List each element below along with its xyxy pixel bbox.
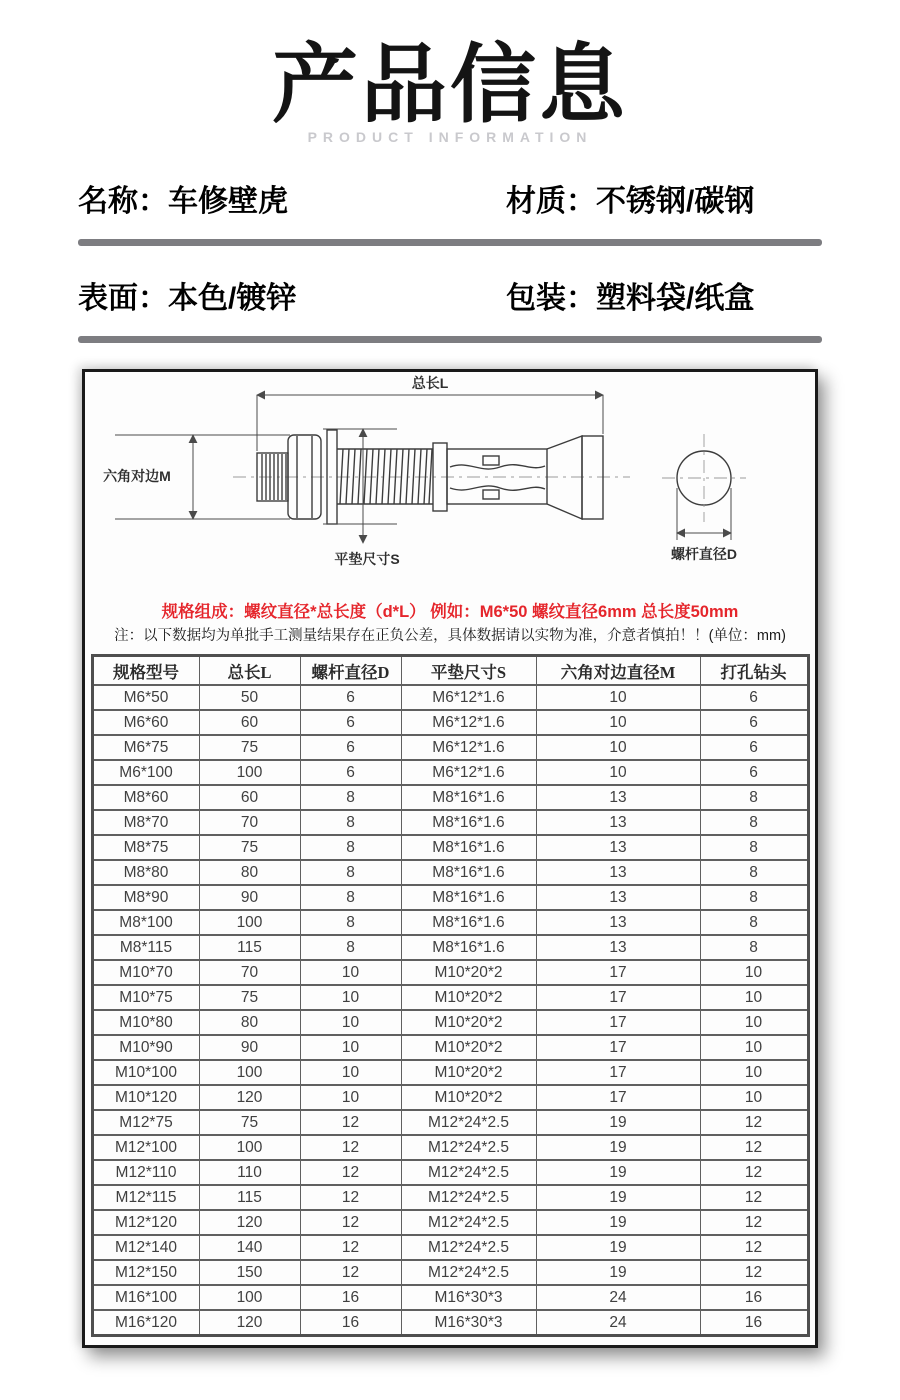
attr-label: 包装： xyxy=(506,282,596,315)
attr-row-2 xyxy=(0,273,900,317)
table-cell: M8*16*1.6 xyxy=(401,860,536,885)
table-cell: 8 xyxy=(700,910,808,935)
table-row xyxy=(92,710,808,735)
table-cell: 17 xyxy=(536,985,700,1010)
attr-material xyxy=(506,176,754,220)
expansion-clip-curves xyxy=(450,465,545,491)
table-cell: 100 xyxy=(199,760,300,785)
table-cell: 12 xyxy=(700,1260,808,1285)
table-cell: M16*120 xyxy=(92,1310,199,1336)
table-cell: 12 xyxy=(300,1185,401,1210)
table-cell: M12*150 xyxy=(92,1260,199,1285)
clip-slot-top xyxy=(483,456,499,465)
table-cell: M10*70 xyxy=(92,960,199,985)
table-cell: 16 xyxy=(300,1310,401,1336)
table-cell: 8 xyxy=(700,785,808,810)
table-cell: 8 xyxy=(700,810,808,835)
table-cell: 10 xyxy=(700,960,808,985)
table-cell: 17 xyxy=(536,1060,700,1085)
table-cell: M6*12*1.6 xyxy=(401,710,536,735)
table-cell: 12 xyxy=(700,1235,808,1260)
table-cell: 150 xyxy=(199,1260,300,1285)
table-cell: M8*80 xyxy=(92,860,199,885)
table-cell: M12*100 xyxy=(92,1135,199,1160)
table-cell: 8 xyxy=(700,860,808,885)
diagram-label-total-length: 总长L xyxy=(411,375,449,391)
attr-label: 材质： xyxy=(506,185,596,218)
table-cell: M12*24*2.5 xyxy=(401,1110,536,1135)
header-drill-bit: 打孔钻头 xyxy=(700,656,808,686)
table-cell: 100 xyxy=(199,1060,300,1085)
table-cell: 10 xyxy=(300,1085,401,1110)
diagram-label-screw-diameter: 螺杆直径D xyxy=(670,546,738,562)
spec-table-body xyxy=(92,685,808,1336)
table-row xyxy=(92,885,808,910)
table-cell: M16*30*3 xyxy=(401,1285,536,1310)
table-cell: 12 xyxy=(300,1260,401,1285)
table-cell: M8*16*1.6 xyxy=(401,910,536,935)
table-cell: 8 xyxy=(300,810,401,835)
table-cell: 6 xyxy=(300,760,401,785)
attr-name xyxy=(78,176,506,220)
table-cell: 19 xyxy=(536,1135,700,1160)
table-cell: M16*30*3 xyxy=(401,1310,536,1336)
table-cell: 12 xyxy=(700,1110,808,1135)
table-row xyxy=(92,760,808,785)
table-cell: 17 xyxy=(536,960,700,985)
table-cell: 12 xyxy=(700,1135,808,1160)
table-cell: 6 xyxy=(700,735,808,760)
table-cell: 140 xyxy=(199,1235,300,1260)
table-cell: M12*24*2.5 xyxy=(401,1135,536,1160)
table-cell: 80 xyxy=(199,860,300,885)
table-cell: 100 xyxy=(199,910,300,935)
table-cell: M8*75 xyxy=(92,835,199,860)
table-cell: M10*120 xyxy=(92,1085,199,1110)
header-spec-model: 规格型号 xyxy=(92,656,199,686)
table-cell: 10 xyxy=(300,1035,401,1060)
table-cell: 12 xyxy=(300,1110,401,1135)
table-cell: 100 xyxy=(199,1285,300,1310)
table-cell: M8*115 xyxy=(92,935,199,960)
attr-value: 车修壁虎 xyxy=(168,185,288,218)
attr-row-1 xyxy=(0,176,900,220)
stub-threads xyxy=(262,454,286,500)
table-cell: M12*140 xyxy=(92,1235,199,1260)
table-cell: 120 xyxy=(199,1310,300,1336)
table-cell: 12 xyxy=(700,1210,808,1235)
table-cell: 13 xyxy=(536,935,700,960)
table-row xyxy=(92,1110,808,1135)
table-cell: M6*12*1.6 xyxy=(401,760,536,785)
table-cell: M6*100 xyxy=(92,760,199,785)
table-cell: 70 xyxy=(199,960,300,985)
table-cell: 10 xyxy=(536,760,700,785)
attr-value: 不锈钢/碳钢 xyxy=(596,185,755,218)
table-row xyxy=(92,810,808,835)
table-cell: 10 xyxy=(536,735,700,760)
page-header xyxy=(0,37,900,145)
table-cell: 110 xyxy=(199,1160,300,1185)
table-cell: M16*100 xyxy=(92,1285,199,1310)
table-cell: 8 xyxy=(300,860,401,885)
table-cell: 50 xyxy=(199,685,300,710)
table-cell: 10 xyxy=(700,1085,808,1110)
table-cell: 10 xyxy=(700,985,808,1010)
table-cell: 60 xyxy=(199,785,300,810)
table-cell: 120 xyxy=(199,1210,300,1235)
table-cell: 6 xyxy=(700,710,808,735)
table-cell: 19 xyxy=(536,1185,700,1210)
table-cell: 8 xyxy=(700,885,808,910)
table-cell: 80 xyxy=(199,1010,300,1035)
shaft-threads xyxy=(340,449,432,504)
table-cell: 17 xyxy=(536,1085,700,1110)
table-row xyxy=(92,935,808,960)
table-row xyxy=(92,860,808,885)
table-cell: M10*20*2 xyxy=(401,1010,536,1035)
table-cell: 70 xyxy=(199,810,300,835)
table-cell: 12 xyxy=(300,1160,401,1185)
table-cell: M10*90 xyxy=(92,1035,199,1060)
table-cell: 24 xyxy=(536,1310,700,1336)
attr-value: 本色/镀锌 xyxy=(168,282,297,315)
table-cell: M6*50 xyxy=(92,685,199,710)
table-cell: 19 xyxy=(536,1210,700,1235)
table-cell: 6 xyxy=(700,685,808,710)
table-cell: 12 xyxy=(700,1160,808,1185)
table-cell: 75 xyxy=(199,735,300,760)
table-cell: M6*60 xyxy=(92,710,199,735)
attr-label: 表面： xyxy=(78,282,168,315)
table-cell: M12*115 xyxy=(92,1185,199,1210)
table-cell: 10 xyxy=(536,710,700,735)
table-header-row xyxy=(92,656,808,686)
table-row xyxy=(92,735,808,760)
table-row xyxy=(92,960,808,985)
table-cell: M6*75 xyxy=(92,735,199,760)
page-subtitle: PRODUCT INFORMATION xyxy=(307,129,593,145)
table-cell: 12 xyxy=(300,1210,401,1235)
table-cell: M10*80 xyxy=(92,1010,199,1035)
table-row xyxy=(92,1260,808,1285)
table-cell: 10 xyxy=(300,960,401,985)
table-cell: 19 xyxy=(536,1260,700,1285)
attr-packaging xyxy=(506,273,754,317)
table-cell: M8*70 xyxy=(92,810,199,835)
table-cell: 8 xyxy=(300,910,401,935)
table-cell: 12 xyxy=(300,1235,401,1260)
table-cell: M10*20*2 xyxy=(401,1035,536,1060)
table-cell: 13 xyxy=(536,910,700,935)
table-cell: M8*100 xyxy=(92,910,199,935)
table-row xyxy=(92,1060,808,1085)
table-cell: M12*110 xyxy=(92,1160,199,1185)
table-cell: M8*16*1.6 xyxy=(401,935,536,960)
anchor-bolt-diagram xyxy=(85,372,815,598)
table-row xyxy=(92,685,808,710)
product-spec-panel xyxy=(82,369,818,1348)
table-cell: M10*20*2 xyxy=(401,985,536,1010)
table-cell: M8*16*1.6 xyxy=(401,810,536,835)
header-hex-width: 六角对边直径M xyxy=(536,656,700,686)
table-cell: 90 xyxy=(199,1035,300,1060)
table-cell: M12*24*2.5 xyxy=(401,1235,536,1260)
table-cell: 13 xyxy=(536,810,700,835)
spec-table xyxy=(91,654,810,1337)
table-row xyxy=(92,1085,808,1110)
table-cell: M12*24*2.5 xyxy=(401,1185,536,1210)
table-cell: 10 xyxy=(700,1035,808,1060)
header-washer-size: 平垫尺寸S xyxy=(401,656,536,686)
table-cell: M10*20*2 xyxy=(401,1060,536,1085)
table-cell: 10 xyxy=(300,1060,401,1085)
table-cell: M10*20*2 xyxy=(401,1085,536,1110)
table-cell: 8 xyxy=(700,935,808,960)
table-cell: 13 xyxy=(536,885,700,910)
table-row xyxy=(92,835,808,860)
table-row xyxy=(92,910,808,935)
divider-line xyxy=(78,336,822,343)
table-cell: 17 xyxy=(536,1035,700,1060)
table-cell: 13 xyxy=(536,785,700,810)
table-cell: 10 xyxy=(300,985,401,1010)
table-cell: M8*16*1.6 xyxy=(401,785,536,810)
table-cell: M6*12*1.6 xyxy=(401,735,536,760)
table-cell: M12*120 xyxy=(92,1210,199,1235)
table-cell: 19 xyxy=(536,1160,700,1185)
product-attributes xyxy=(0,176,900,343)
table-cell: M8*16*1.6 xyxy=(401,885,536,910)
table-cell: 8 xyxy=(300,835,401,860)
table-cell: 8 xyxy=(300,785,401,810)
table-cell: M6*12*1.6 xyxy=(401,685,536,710)
table-cell: 75 xyxy=(199,1110,300,1135)
table-row xyxy=(92,1185,808,1210)
table-cell: 19 xyxy=(536,1235,700,1260)
table-row xyxy=(92,1010,808,1035)
table-cell: 8 xyxy=(700,835,808,860)
cone-end-cap xyxy=(582,436,603,519)
table-cell: 17 xyxy=(536,1010,700,1035)
table-row xyxy=(92,1210,808,1235)
divider-line xyxy=(78,239,822,246)
table-cell: 24 xyxy=(536,1285,700,1310)
table-cell: M10*20*2 xyxy=(401,960,536,985)
clip-slot-bottom xyxy=(483,490,499,499)
table-cell: 100 xyxy=(199,1135,300,1160)
diagram-label-hex-width: 六角对边M xyxy=(103,468,171,484)
table-cell: 75 xyxy=(199,835,300,860)
table-cell: 6 xyxy=(300,685,401,710)
table-cell: 6 xyxy=(700,760,808,785)
table-cell: 10 xyxy=(700,1010,808,1035)
table-cell: 6 xyxy=(300,735,401,760)
cone-flare xyxy=(547,436,582,519)
table-cell: M8*60 xyxy=(92,785,199,810)
table-cell: 8 xyxy=(300,885,401,910)
table-cell: 16 xyxy=(700,1285,808,1310)
table-row xyxy=(92,1035,808,1060)
table-cell: 16 xyxy=(700,1310,808,1336)
table-cell: 6 xyxy=(300,710,401,735)
table-cell: M12*24*2.5 xyxy=(401,1260,536,1285)
page-title: 产品信息 xyxy=(272,37,628,133)
table-cell: 75 xyxy=(199,985,300,1010)
table-row xyxy=(92,985,808,1010)
table-cell: M10*100 xyxy=(92,1060,199,1085)
table-cell: 8 xyxy=(300,935,401,960)
table-cell: M10*75 xyxy=(92,985,199,1010)
diagram-label-washer-size: 平垫尺寸S xyxy=(334,551,400,567)
table-cell: 19 xyxy=(536,1110,700,1135)
table-row xyxy=(92,1135,808,1160)
table-cell: 16 xyxy=(300,1285,401,1310)
table-cell: 10 xyxy=(300,1010,401,1035)
table-row xyxy=(92,1285,808,1310)
table-cell: 10 xyxy=(536,685,700,710)
table-cell: 13 xyxy=(536,835,700,860)
header-total-length: 总长L xyxy=(199,656,300,686)
table-cell: M8*16*1.6 xyxy=(401,835,536,860)
table-cell: 13 xyxy=(536,860,700,885)
table-row xyxy=(92,1160,808,1185)
table-cell: M12*75 xyxy=(92,1110,199,1135)
table-row xyxy=(92,1235,808,1260)
table-cell: M8*90 xyxy=(92,885,199,910)
table-cell: 12 xyxy=(700,1185,808,1210)
table-cell: M12*24*2.5 xyxy=(401,1160,536,1185)
table-cell: 115 xyxy=(199,1185,300,1210)
expansion-body xyxy=(447,449,547,504)
attr-surface xyxy=(78,273,506,317)
table-cell: 12 xyxy=(300,1135,401,1160)
table-row xyxy=(92,1310,808,1336)
table-cell: 10 xyxy=(700,1060,808,1085)
table-cell: 120 xyxy=(199,1085,300,1110)
table-row xyxy=(92,785,808,810)
table-cell: 60 xyxy=(199,710,300,735)
header-screw-diameter: 螺杆直径D xyxy=(300,656,401,686)
table-cell: 90 xyxy=(199,885,300,910)
table-cell: M12*24*2.5 xyxy=(401,1210,536,1235)
table-cell: 115 xyxy=(199,935,300,960)
spec-format-note: 规格组成：螺纹直径*总长度（d*L） 例如：M6*50 螺纹直径6mm 总长度50mm xyxy=(161,603,739,621)
attr-label: 名称： xyxy=(78,185,168,218)
measurement-note: 注：以下数据均为单批手工测量结果存在正负公差，具体数据请以实物为准，介意者慎拍！！(单位：mm) xyxy=(114,628,786,644)
attr-value: 塑料袋/纸盒 xyxy=(596,282,755,315)
